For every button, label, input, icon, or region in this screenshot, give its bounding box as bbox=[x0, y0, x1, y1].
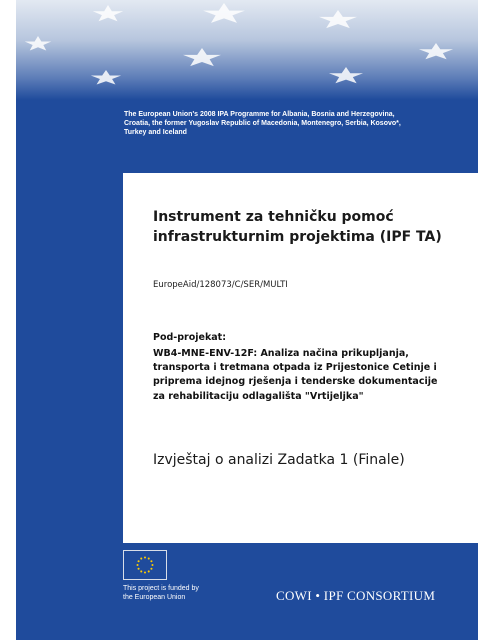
europeaid-reference: EuropeAid/128073/C/SER/MULTI bbox=[153, 280, 288, 290]
document-title bbox=[153, 207, 473, 247]
report-title: Izvještaj o analizi Zadatka 1 (Finale) bbox=[153, 452, 405, 468]
title-line: Instrument za tehničku pomoć bbox=[153, 209, 394, 225]
eu-stars-banner bbox=[16, 0, 478, 100]
programme-line: Croatia, the former Yugoslav Republic of Macedonia, Montenegro, Serbia, Kosovo*, bbox=[124, 120, 401, 127]
consortium-logo-text: COWI • IPF CONSORTIUM bbox=[276, 588, 436, 603]
programme-line: The European Union's 2008 IPA Programme for Albania, Bosnia and Herzegovina, bbox=[124, 111, 395, 118]
funding-line: the European Union bbox=[123, 594, 186, 601]
programme-statement bbox=[124, 110, 469, 137]
eu-flag-icon bbox=[123, 550, 167, 580]
subproject-description bbox=[153, 347, 473, 404]
stars-decoration-icon bbox=[16, 0, 478, 100]
document-cover bbox=[16, 0, 478, 640]
subproject-line: priprema idejnog rješenja i tenderske dokumentacije bbox=[153, 376, 438, 388]
cover-panel bbox=[123, 173, 478, 543]
subproject-line: za rehabilitaciju odlagališta "Vrtijeljka" bbox=[153, 390, 364, 402]
subproject-line: transporta i tretmana otpada iz Prijestonice Cetinje i bbox=[153, 362, 437, 374]
title-line: infrastrukturnim projektima (IPF TA) bbox=[153, 229, 442, 245]
subproject-line: WB4-MNE-ENV-12F: Analiza načina prikupljanja, bbox=[153, 348, 409, 359]
funding-statement bbox=[123, 584, 199, 602]
funding-line: This project is funded by bbox=[123, 585, 199, 592]
programme-line: Turkey and Iceland bbox=[124, 129, 187, 136]
subproject-label: Pod-projekat: bbox=[153, 332, 227, 343]
